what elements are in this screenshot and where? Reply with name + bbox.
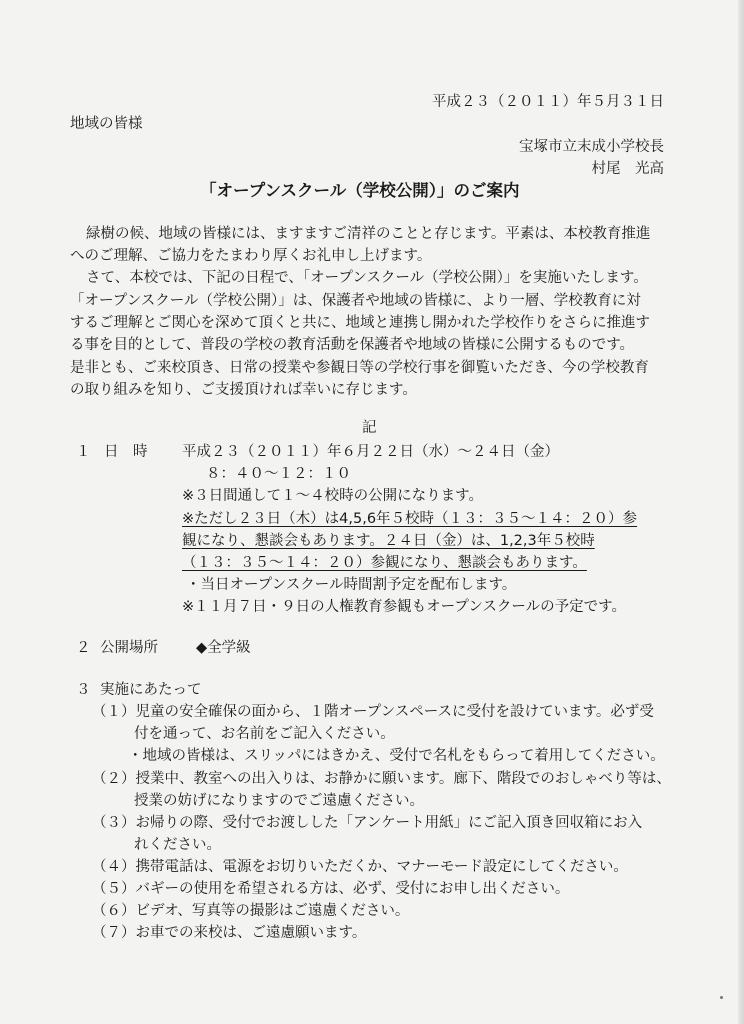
section-number: ３ xyxy=(76,682,91,698)
schedule-line: ※ただし２３日（木）は4,5,6年５校時（１３：３５～１４：２０）参 xyxy=(182,511,638,527)
scan-speck xyxy=(720,996,723,999)
body-line: へのご理解、ご協力をたまわり厚くお礼申し上げます。 xyxy=(70,248,432,264)
rule-line: ・地域の皆様は、スリッパにはきかえ、受付で名札をもらって着用してください。 xyxy=(128,748,665,764)
schedule-line: 観になり、懇談会もあります。２４日（金）は、1,2,3年５校時 xyxy=(182,533,595,549)
sender-school: 宝塚市立末成小学校長 xyxy=(519,139,664,155)
rule-line: （１）児童の安全確保の面から、１階オープンスペースに受付を設けています。必ず受 xyxy=(92,704,654,720)
rule-line: （３）お帰りの際、受付でお渡しした「アンケート用紙」にご記入頂き回収箱にお入 xyxy=(92,815,643,831)
section-label: 実施にあたって xyxy=(100,682,202,698)
section-number: １ xyxy=(76,444,91,460)
body-line: するご理解とご関心を深めて頂くと共に、地域と連携し開かれた学校作りをさらに推進す xyxy=(70,315,650,331)
schedule-line: 平成２３（２０１１）年６月２２日（水）～２４日（金） xyxy=(182,444,559,460)
rule-line: （６）ビデオ、写真等の撮影はご遠慮ください。 xyxy=(92,903,410,919)
schedule-line: ※１１月７日・９日の人権教育参観もオープンスクールの予定です。 xyxy=(182,599,626,615)
sender-name: 村尾 光高 xyxy=(591,161,664,177)
rule-line: れください。 xyxy=(134,837,221,853)
section-label: 公開場所 xyxy=(100,640,158,656)
rule-line: （２）授業中、教室への出入りは、お静かに願います。廊下、階段でのおしゃべり等は、 xyxy=(92,771,671,787)
rule-line: （７）お車での来校は、ご遠慮願います。 xyxy=(92,925,367,941)
section-number: ２ xyxy=(76,640,91,656)
body-line: 「オープンスクール（学校公開）」は、保護者や地域の皆様に、より一層、学校教育に対 xyxy=(70,293,641,309)
schedule-line: ８：４０～１２：１０ xyxy=(206,466,351,482)
rule-line: 付を通って、お名前をご記入ください。 xyxy=(134,726,395,742)
schedule-line: ・当日オープンスクール時間割予定を配布します。 xyxy=(186,577,517,593)
rule-line: （５）バギーの使用を希望される方は、必ず、受付にお申し出ください。 xyxy=(92,881,570,897)
document-date: 平成２３（２０１１）年５月３１日 xyxy=(432,94,664,110)
rule-line: 授業の妨げになりますのでご遠慮ください。 xyxy=(134,793,424,809)
scan-edge-shadow xyxy=(738,0,744,1024)
venue-value: ◆全学級 xyxy=(196,640,251,656)
schedule-line: ※３日間通して１～４校時の公開になります。 xyxy=(182,488,483,504)
section-label: 日 時 xyxy=(104,444,148,460)
body-line: さて、本校では、下記の日程で、「オープンスクール（学校公開）」を実施いたします。 xyxy=(86,270,648,286)
schedule-line: （１３：３５～１４：２０）参観になり、懇談会もあります。 xyxy=(182,555,587,571)
recipient: 地域の皆様 xyxy=(70,116,143,132)
document-title: 「オープンスクール（学校公開）」のご案内 xyxy=(200,181,520,200)
rule-line: （４）携帯電話は、電源をお切りいただくか、マナーモード設定にしてください。 xyxy=(92,859,628,875)
body-line: の取り組みを知り、ご支援頂ければ幸いに存じます。 xyxy=(70,382,417,398)
body-line: る事を目的として、普段の学校の教育活動を保護者や地域の皆様に公開するものです。 xyxy=(70,337,635,353)
body-line: 是非とも、ご来校頂き、日常の授業や参観日等の学校行事を御覧いただき、今の学校教育 xyxy=(70,360,649,376)
ki-heading: 記 xyxy=(362,420,377,436)
body-line: 緑樹の候、地域の皆様には、ますますご清祥のことと存じます。平素は、本校教育推進 xyxy=(86,226,651,242)
